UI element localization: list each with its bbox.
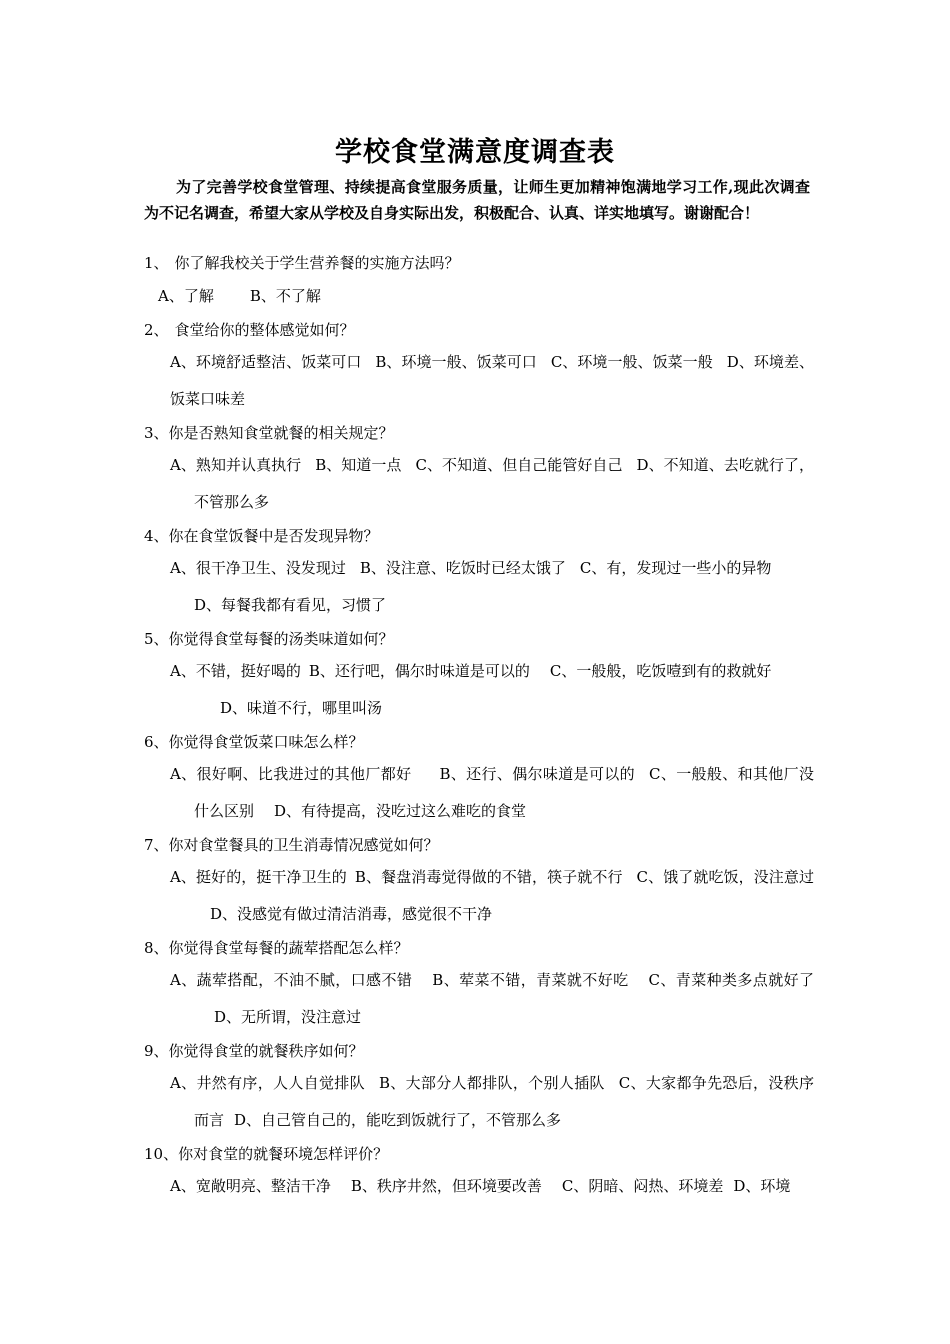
- option-d[interactable]: D、每餐我都有看见，习惯了: [194, 596, 387, 614]
- question-text: [144, 1139, 814, 1168]
- question-2: [144, 315, 814, 418]
- question-number: 4、: [144, 527, 169, 545]
- option-c[interactable]: C、饿了就吃饭，没注意过: [636, 868, 814, 886]
- option-list: [170, 653, 814, 727]
- question-prompt: 你觉得食堂的就餐秩序如何？: [168, 1042, 364, 1060]
- question-5: [144, 624, 814, 727]
- question-text: [144, 521, 814, 550]
- option-a[interactable]: A、很好啊、比我进过的其他厂都好: [170, 765, 412, 783]
- option-b[interactable]: B、秩序井然，但环境要改善: [350, 1177, 542, 1195]
- question-prompt: 你对食堂的就餐环境怎样评价？: [178, 1145, 389, 1163]
- option-a[interactable]: A、熟知并认真执行: [170, 456, 302, 474]
- option-b[interactable]: B、没注意、吃饭时已经太饿了: [359, 559, 566, 577]
- option-d[interactable]: D、没感觉有做过清洁消毒，感觉很不干净: [210, 905, 493, 923]
- question-prompt: 你觉得食堂每餐的汤类味道如何？: [168, 630, 394, 648]
- option-d[interactable]: D、环境: [733, 1177, 791, 1195]
- option-b[interactable]: B、荤菜不错，青菜就不好吃: [432, 971, 629, 989]
- option-d[interactable]: D、环境差、饭菜口味差: [170, 353, 814, 408]
- option-b[interactable]: B、不了解: [249, 287, 321, 305]
- question-1: [144, 248, 814, 315]
- option-d[interactable]: D、无所谓，没注意过: [214, 1008, 362, 1026]
- option-a[interactable]: A、了解: [158, 287, 214, 305]
- option-b[interactable]: B、大部分人都排队，个别人插队: [378, 1074, 605, 1092]
- option-a[interactable]: A、环境舒适整洁、饭菜可口: [170, 353, 362, 371]
- option-c[interactable]: C、青菜种类多点就好了: [648, 971, 815, 989]
- option-b[interactable]: B、餐盘消毒觉得做的不错，筷子就不行: [354, 868, 623, 886]
- option-list: [170, 344, 814, 418]
- option-list: [170, 550, 814, 624]
- question-number: 9、: [144, 1042, 169, 1060]
- option-a[interactable]: A、井然有序，人人自觉排队: [170, 1074, 365, 1092]
- option-c[interactable]: C、环境一般、饭菜一般: [550, 353, 713, 371]
- question-text: [144, 933, 814, 962]
- option-c[interactable]: C、有，发现过一些小的异物: [579, 559, 772, 577]
- question-prompt: 你在食堂饭餐中是否发现异物？: [168, 527, 379, 545]
- option-a[interactable]: A、不错，挺好喝的: [170, 662, 301, 680]
- question-6: [144, 727, 814, 830]
- question-number: 3、: [144, 424, 169, 442]
- option-b[interactable]: B、还行吧，偶尔时味道是可以的: [308, 662, 530, 680]
- option-b[interactable]: B、知道一点: [315, 456, 402, 474]
- option-list: [170, 1065, 814, 1139]
- question-prompt: 你觉得食堂每餐的蔬荤搭配怎么样？: [168, 939, 409, 957]
- question-text: [144, 727, 814, 756]
- question-text: [144, 1036, 814, 1065]
- option-list: [170, 1168, 814, 1205]
- option-d[interactable]: D、味道不行，哪里叫汤: [220, 699, 383, 717]
- question-list: [144, 248, 814, 1205]
- option-a[interactable]: A、蔬荤搭配，不油不腻，口感不错: [170, 971, 413, 989]
- intro-paragraph: 为了完善学校食堂管理、持续提高食堂服务质量，让师生更加精神饱满地学习工作,现此次调查为不记名调查，希望大家从学校及自身实际出发，积极配合、认真、详实地填写。谢谢配合！: [144, 178, 810, 222]
- option-list: [170, 756, 814, 830]
- question-9: [144, 1036, 814, 1139]
- option-c[interactable]: C、不知道、但自己能管好自己: [415, 456, 623, 474]
- question-prompt: 你觉得食堂饭菜口味怎么样？: [168, 733, 364, 751]
- option-a[interactable]: A、宽敞明亮、整洁干净: [170, 1177, 331, 1195]
- question-prompt: 你对食堂餐具的卫生消毒情况感觉如何？: [168, 836, 439, 854]
- option-c[interactable]: C、一般般，吃饭噎到有的救就好: [549, 662, 772, 680]
- question-4: [144, 521, 814, 624]
- question-prompt: 你了解我校关于学生营养餐的实施方法吗？: [174, 254, 460, 272]
- question-number: 5、: [144, 630, 169, 648]
- option-list: [158, 277, 814, 315]
- question-text: [144, 248, 814, 277]
- option-d[interactable]: D、不知道、去吃就行了，不管那么多: [194, 456, 814, 511]
- document-title: 学校食堂满意度调查表: [335, 137, 615, 168]
- question-number: 2、: [144, 321, 169, 339]
- question-number: 10、: [144, 1145, 179, 1163]
- question-prompt: 你是否熟知食堂就餐的相关规定？: [168, 424, 394, 442]
- option-c[interactable]: C、阴暗、闷热、环境差: [561, 1177, 724, 1195]
- question-text: [144, 830, 814, 859]
- option-a[interactable]: A、挺好的，挺干净卫生的: [170, 868, 347, 886]
- question-text: [144, 624, 814, 653]
- question-3: [144, 418, 814, 521]
- option-list: [170, 859, 814, 933]
- question-text: [144, 315, 814, 344]
- question-7: [144, 830, 814, 933]
- question-prompt: 食堂给你的整体感觉如何？: [174, 321, 355, 339]
- question-10: [144, 1139, 814, 1205]
- question-text: [144, 418, 814, 447]
- option-b[interactable]: B、环境一般、饭菜可口: [375, 353, 537, 371]
- option-list: [170, 962, 814, 1036]
- question-8: [144, 933, 814, 1036]
- option-list: [170, 447, 814, 521]
- option-d[interactable]: D、有待提高，没吃过这么难吃的食堂: [274, 802, 527, 820]
- option-a[interactable]: A、很干净卫生、没发现过: [170, 559, 346, 577]
- option-d[interactable]: D、自己管自己的，能吃到饭就行了，不管那么多: [234, 1111, 562, 1129]
- option-c[interactable]: C、大家都争先恐后，没秩序而言: [194, 1074, 814, 1129]
- question-number: 8、: [144, 939, 169, 957]
- question-number: 7、: [144, 836, 169, 854]
- option-b[interactable]: B、还行、偶尔味道是可以的: [439, 765, 636, 783]
- question-number: 1、: [144, 254, 169, 272]
- option-c[interactable]: C、一般般、和其他厂没什么区别: [194, 765, 814, 820]
- question-number: 6、: [144, 733, 169, 751]
